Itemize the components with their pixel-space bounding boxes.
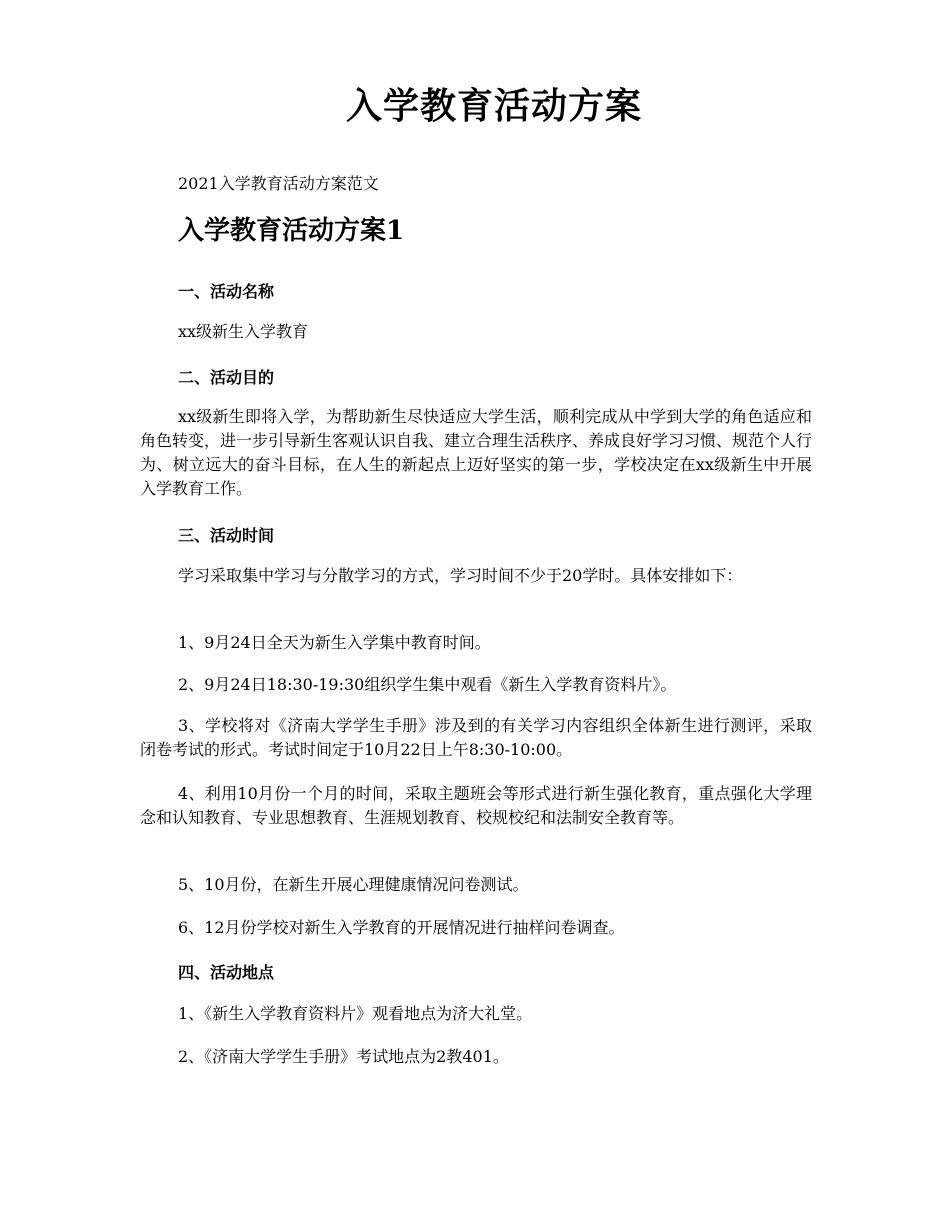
- paragraph-location-item-1: 1、《新生入学教育资料片》观看地点为济大礼堂。: [178, 1004, 533, 1023]
- heading-activity-time: 三、活动时间: [178, 526, 275, 545]
- paragraph-time-item-6: 6、12月份学校对新生入学教育的开展情况进行抽样问卷调查。: [178, 918, 625, 937]
- paragraph-time-item-4: 4、利用10月份一个月的时间，采取主题班会等形式进行新生强化教育，重点强化大学理念和认知教育、专业思想教育、生涯规划教育、校规校纪和法制安全教育等。: [140, 784, 812, 827]
- document-title: 入学教育活动方案: [345, 85, 642, 127]
- document-subtitle: 2021入学教育活动方案范文: [178, 174, 379, 193]
- paragraph-time-item-5: 5、10月份，在新生开展心理健康情况问卷测试。: [178, 875, 529, 894]
- paragraph-activity-purpose: xx级新生即将入学，为帮助新生尽快适应大学生活，顺利完成从中学到大学的角色适应和角色转变，进一步引导新生客观认识自我、建立合理生活秩序、养成良好学习习惯、规范个人行为、树立远大的奋斗目标，在人生的新起点上迈好坚实的第一步，学校决定在xx级新生中开展入学教育工作。: [140, 407, 813, 498]
- paragraph-time-item-1: 1、9月24日全天为新生入学集中教育时间。: [178, 633, 491, 652]
- paragraph-location-item-2: 2、《济南大学学生手册》考试地点为2教401。: [178, 1047, 509, 1066]
- paragraph-time-item-2: 2、9月24日18:30-19:30组织学生集中观看《新生入学教育资料片》。: [178, 675, 677, 694]
- heading-activity-location: 四、活动地点: [178, 963, 275, 982]
- section-title: 入学教育活动方案1: [178, 216, 405, 246]
- paragraph-activity-name: xx级新生入学教育: [178, 322, 309, 341]
- paragraph-time-item-3: 3、学校将对《济南大学学生手册》涉及到的有关学习内容组织全体新生进行测评，采取闭卷考试的形式。考试时间定于10月22日上午8:30-10:00。: [140, 716, 812, 759]
- paragraph-activity-time-intro: 学习采取集中学习与分散学习的方式，学习时间不少于20学时。具体安排如下：: [178, 566, 743, 585]
- heading-activity-name: 一、活动名称: [178, 282, 275, 301]
- heading-activity-purpose: 二、活动目的: [178, 368, 275, 387]
